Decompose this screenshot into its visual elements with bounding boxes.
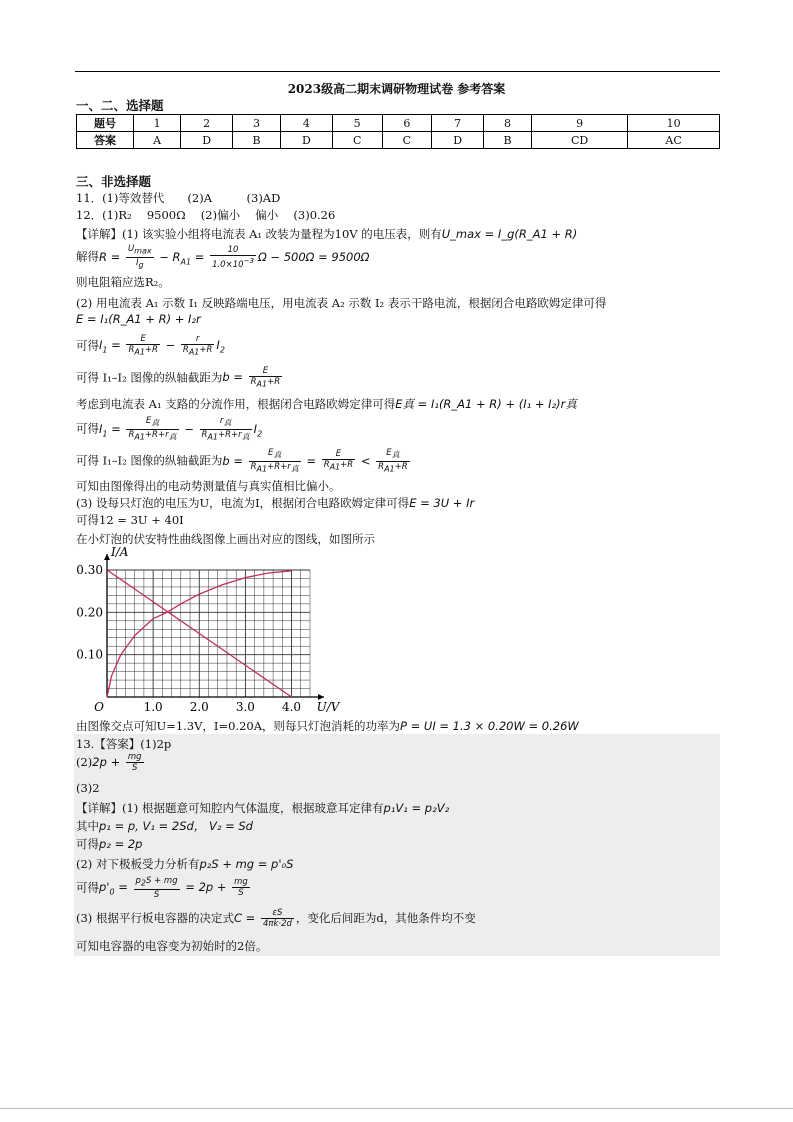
q13-answer-1: 13.【答案】(1)2p	[76, 737, 172, 751]
q13-detail-6: (3) 根据平行板电容器的决定式C = $\frac{\varepsilon S}{4\pi k\cdot 2d}$ ，变化后间距为d，其他条件均不变	[76, 908, 476, 929]
q12-i1-expression: 可得$I_1$ = $\frac{E}{R_{A1}+R}$ − $\frac{r}{R_{A1}+R}$ $I_2$	[76, 334, 225, 357]
table-cell: B	[233, 132, 281, 149]
q12-detail-12: (3) 设每只灯泡的电压为U，电流为I，根据闭合电路欧姆定律可得E = 3U + Ir	[76, 496, 475, 510]
q11-answer: 11．(1)等效替代 (2)A (3)AD	[76, 191, 281, 205]
q13-detail-4: (2) 对下极板受力分析有p₂S + mg = p'₀S	[76, 857, 294, 871]
table-cell: B	[484, 132, 532, 149]
q12-intercept-1: 可得 I₁–I₂ 图像的纵轴截距为b = $\frac{E}{R_{A1}+R}$	[76, 366, 281, 389]
table-cell: C	[332, 132, 382, 149]
chart-axes	[104, 554, 324, 700]
table-cell: D	[281, 132, 333, 149]
q12-intercept-2: 可得 I₁–I₂ 图像的纵轴截距为b = $\frac{E_真}{R_{A1}+R+r_真}$ = $\frac{E}{R_{A1}+R}$ < $\frac{E_真}{R_{A1}+R}$	[76, 448, 408, 474]
section-heading-nonchoice: 三、非选择题	[76, 174, 152, 189]
header-rule	[75, 71, 720, 72]
table-row	[77, 115, 720, 132]
table-cell: 10	[628, 115, 720, 132]
q13-detail-3: 可得p₂ = 2p	[76, 837, 143, 851]
origin-label: O	[94, 700, 104, 714]
table-cell: 8	[484, 115, 532, 132]
table-cell: 2	[181, 115, 233, 132]
x-tick-label: 3.0	[235, 700, 255, 714]
q13-detail-1: 【详解】(1) 根据题意可知腔内气体温度，根据玻意耳定律有p₁V₁ = p₂V₂	[76, 801, 450, 815]
table-cell: 5	[332, 115, 382, 132]
table-row	[77, 132, 720, 149]
table-cell: AC	[628, 132, 720, 149]
y-tick-label: 0.10	[76, 647, 103, 662]
iv-chart	[70, 544, 340, 718]
table-cell: 9	[531, 115, 627, 132]
q12-detail-13: 可得12 = 3U + 40I	[76, 513, 184, 527]
q13-detail-5: 可得$p'_0$ = $\frac{p_2S + mg}{S}$ = 2p + $\frac{mg}{S}$	[76, 876, 248, 900]
footer-rule	[0, 1108, 793, 1109]
q12-detail-3: 则电阻箱应选R₂。	[76, 275, 170, 289]
q12-solve-r: 解得R = $\frac{U_{max}}{I_g}$ − $R_{A1}$ = $\frac{10}{1.0\times 10^{-3}}$ Ω − 500Ω = 9500Ω	[76, 244, 370, 270]
q12-detail-1: 【详解】(1) 该实验小组将电流表 A₁ 改装为量程为10V 的电压表，则有U_max = I_g(R_A1 + R)	[76, 227, 578, 241]
y-tick-label: 0.20	[76, 605, 103, 620]
table-cell: C	[382, 132, 432, 149]
table-cell: 6	[382, 115, 432, 132]
q12-equation-1: E = I₁(R_A1 + R) + I₂r	[76, 312, 201, 326]
table-cell: 4	[281, 115, 333, 132]
q12-detail-15: 由图像交点可知U=1.3V，I=0.20A，则每只灯泡消耗的功率为P = UI = 1.3 × 0.20W = 0.26W	[76, 719, 579, 733]
y-tick-label: 0.30	[76, 563, 103, 577]
section-heading-choice: 一、二、选择题	[76, 98, 164, 113]
row-label-answer: 答案	[77, 132, 134, 149]
x-axis-label: U/V	[316, 700, 340, 714]
x-tick-label: 4.0	[281, 700, 302, 714]
q12-detail-14: 在小灯泡的伏安特性曲线图像上画出对应的图线，如图所示	[76, 532, 375, 546]
q12-detail-8: 考虑到电流表 A₁ 支路的分流作用，根据闭合电路欧姆定律可得E真 = I₁(R_A1 + R) + (I₁ + I₂)r真	[76, 397, 577, 411]
q13-detail-2: 其中p₁ = p, V₁ = 2Sd， V₂ = Sd	[76, 819, 253, 833]
q12-answer: 12．(1)R₂ 9500Ω (2)偏小 偏小 (3)0.26	[76, 208, 336, 222]
q12-detail-4: (2) 用电流表 A₁ 示数 I₁ 反映路端电压，用电流表 A₂ 示数 I₂ 表示干路电流，根据闭合电路欧姆定律可得	[76, 296, 607, 310]
answer-table	[76, 114, 720, 149]
table-cell: A	[134, 132, 181, 149]
y-axis-arrow	[104, 554, 110, 560]
table-cell: 1	[134, 115, 181, 132]
q12-detail-11: 可知由图像得出的电动势测量值与真实值相比偏小。	[76, 479, 341, 493]
row-label-number: 题号	[77, 115, 134, 132]
x-tick-label: 1.0	[143, 700, 163, 714]
q13-answer-3: (3)2	[76, 781, 100, 795]
table-cell: D	[181, 132, 233, 149]
table-cell: D	[432, 132, 484, 149]
x-tick-label: 2.0	[189, 700, 209, 714]
q12-i1-true-expression: 可得$I_1$ = $\frac{E_真}{R_{A1}+R+r_真}$ − $\frac{r_真}{R_{A1}+R+r_真}$ $I_2$	[76, 416, 263, 442]
q13-detail-7: 可知电容器的电容变为初始时的2倍。	[76, 939, 268, 953]
table-cell: CD	[531, 132, 627, 149]
page-title: 2023级高二期末调研物理试卷 参考答案	[287, 82, 506, 96]
q13-answer-2: (2)2p + $\frac{mg}{S}$	[76, 752, 142, 773]
table-cell: 7	[432, 115, 484, 132]
y-axis-label: I/A	[111, 545, 129, 559]
table-cell: 3	[233, 115, 281, 132]
